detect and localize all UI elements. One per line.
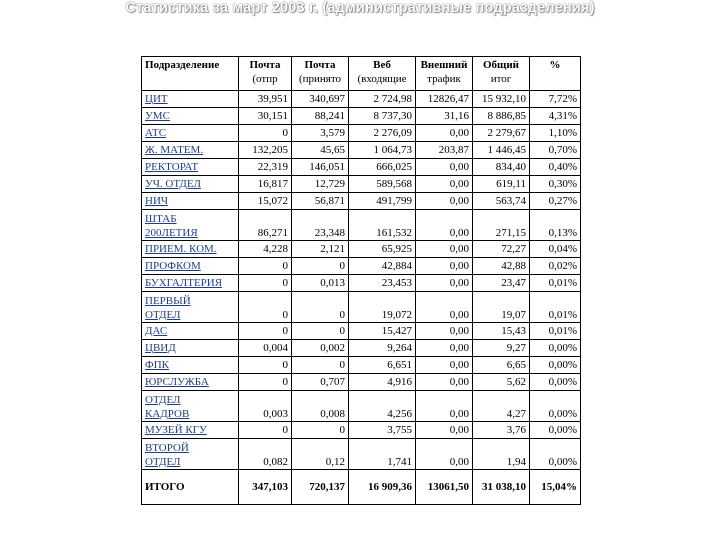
cell-external-traffic: 0,00 (416, 323, 473, 340)
department-name-link[interactable]: УЧ. ОТДЕЛ (142, 176, 239, 193)
cell-mail-received: 0 (292, 323, 349, 340)
cell-grand-total: 8 886,85 (473, 108, 530, 125)
cell-percent: 0,00% (530, 340, 581, 357)
table-row (142, 176, 581, 193)
department-name-link[interactable]: ЦВИД (142, 340, 239, 357)
department-name-link[interactable]: ПЕРВЫЙ ОТДЕЛ (142, 292, 239, 323)
cell-web-incoming: 161,532 (349, 210, 416, 241)
cell-grand-total: 72,27 (473, 241, 530, 258)
cell-web-incoming: 19,072 (349, 292, 416, 323)
table-row (142, 340, 581, 357)
cell-mail-sent: 0,082 (239, 439, 292, 470)
cell-web-incoming: 23,453 (349, 275, 416, 292)
cell-percent: 1,10% (530, 125, 581, 142)
cell-mail-received: 0,008 (292, 391, 349, 422)
table-row (142, 142, 581, 159)
cell-web-incoming: 9,264 (349, 340, 416, 357)
department-name-link[interactable]: ПРОФКОМ (142, 258, 239, 275)
cell-mail-received: 45,65 (292, 142, 349, 159)
cell-external-traffic: 0,00 (416, 357, 473, 374)
department-name-link[interactable]: ШТАБ 200ЛЕТИЯ (142, 210, 239, 241)
cell-mail-sent: 347,103 (239, 470, 292, 505)
table-row (142, 210, 581, 241)
cell-web-incoming: 6,651 (349, 357, 416, 374)
table-row (142, 275, 581, 292)
cell-external-traffic: 0,00 (416, 193, 473, 210)
cell-mail-sent: 0 (239, 374, 292, 391)
cell-percent: 0,13% (530, 210, 581, 241)
cell-mail-sent: 4,228 (239, 241, 292, 258)
table-row (142, 125, 581, 142)
cell-mail-received: 0,013 (292, 275, 349, 292)
cell-grand-total: 2 279,67 (473, 125, 530, 142)
cell-mail-sent: 0 (239, 125, 292, 142)
cell-grand-total: 6,65 (473, 357, 530, 374)
cell-web-incoming: 8 737,30 (349, 108, 416, 125)
cell-mail-sent: 86,271 (239, 210, 292, 241)
statistics-table-container (141, 56, 581, 505)
cell-web-incoming: 4,256 (349, 391, 416, 422)
cell-web-incoming: 589,568 (349, 176, 416, 193)
cell-mail-sent: 15,072 (239, 193, 292, 210)
cell-web-incoming: 2 276,09 (349, 125, 416, 142)
cell-percent: 0,02% (530, 258, 581, 275)
cell-percent: 0,01% (530, 323, 581, 340)
cell-web-incoming: 3,755 (349, 422, 416, 439)
department-name-link[interactable]: ВТОРОЙ ОТДЕЛ (142, 439, 239, 470)
cell-external-traffic: 0,00 (416, 275, 473, 292)
cell-grand-total: 271,15 (473, 210, 530, 241)
cell-mail-received: 0,002 (292, 340, 349, 357)
cell-mail-received: 2,121 (292, 241, 349, 258)
department-name-link[interactable]: ЮРСЛУЖБА (142, 374, 239, 391)
cell-web-incoming: 1,741 (349, 439, 416, 470)
table-row (142, 357, 581, 374)
cell-mail-sent: 132,205 (239, 142, 292, 159)
cell-web-incoming: 666,025 (349, 159, 416, 176)
cell-grand-total: 4,27 (473, 391, 530, 422)
cell-mail-received: 0,12 (292, 439, 349, 470)
cell-mail-received: 12,729 (292, 176, 349, 193)
cell-grand-total: 619,11 (473, 176, 530, 193)
cell-mail-received: 23,348 (292, 210, 349, 241)
header-web-incoming: Веб (входящие (349, 57, 416, 91)
table-row (142, 108, 581, 125)
table-row (142, 374, 581, 391)
cell-percent: 4,31% (530, 108, 581, 125)
header-external-traffic: Внешний трафик (416, 57, 473, 91)
header-grand-total: Общий итог (473, 57, 530, 91)
department-name-link[interactable]: ЦИТ (142, 91, 239, 108)
cell-percent: 0,04% (530, 241, 581, 258)
table-body (142, 91, 581, 505)
table-row (142, 241, 581, 258)
cell-grand-total: 834,40 (473, 159, 530, 176)
cell-web-incoming: 491,799 (349, 193, 416, 210)
cell-percent: 0,00% (530, 374, 581, 391)
cell-grand-total: 19,07 (473, 292, 530, 323)
cell-external-traffic: 31,16 (416, 108, 473, 125)
cell-external-traffic: 0,00 (416, 258, 473, 275)
cell-grand-total: 15 932,10 (473, 91, 530, 108)
table-row (142, 193, 581, 210)
department-name-link[interactable]: НИЧ (142, 193, 239, 210)
cell-external-traffic: 0,00 (416, 391, 473, 422)
cell-mail-sent: 22,319 (239, 159, 292, 176)
cell-web-incoming: 65,925 (349, 241, 416, 258)
cell-external-traffic: 13061,50 (416, 470, 473, 505)
cell-external-traffic: 0,00 (416, 340, 473, 357)
table-row (142, 439, 581, 470)
cell-mail-received: 340,697 (292, 91, 349, 108)
cell-web-incoming: 16 909,36 (349, 470, 416, 505)
total-label: ИТОГО (142, 470, 239, 505)
cell-external-traffic: 0,00 (416, 241, 473, 258)
cell-mail-sent: 30,151 (239, 108, 292, 125)
cell-percent: 0,00% (530, 391, 581, 422)
total-row (142, 470, 581, 505)
cell-mail-sent: 0 (239, 275, 292, 292)
cell-percent: 0,30% (530, 176, 581, 193)
cell-external-traffic: 0,00 (416, 176, 473, 193)
cell-external-traffic: 12826,47 (416, 91, 473, 108)
cell-external-traffic: 0,00 (416, 422, 473, 439)
cell-external-traffic: 0,00 (416, 210, 473, 241)
table-row (142, 292, 581, 323)
cell-mail-received: 0,707 (292, 374, 349, 391)
cell-percent: 0,70% (530, 142, 581, 159)
cell-grand-total: 563,74 (473, 193, 530, 210)
cell-mail-sent: 0 (239, 292, 292, 323)
cell-mail-received: 720,137 (292, 470, 349, 505)
header-row (142, 57, 581, 91)
department-name-link[interactable]: ОТДЕЛ КАДРОВ (142, 391, 239, 422)
cell-percent: 0,27% (530, 193, 581, 210)
department-name-link[interactable]: ФПК (142, 357, 239, 374)
cell-web-incoming: 15,427 (349, 323, 416, 340)
cell-web-incoming: 1 064,73 (349, 142, 416, 159)
statistics-table (141, 56, 581, 505)
table-row (142, 91, 581, 108)
department-name-link[interactable]: РЕКТОРАТ (142, 159, 239, 176)
header-mail-received: Почта (принято (292, 57, 349, 91)
cell-percent: 0,00% (530, 357, 581, 374)
table-row (142, 159, 581, 176)
cell-external-traffic: 0,00 (416, 159, 473, 176)
table-row (142, 258, 581, 275)
cell-mail-sent: 16,817 (239, 176, 292, 193)
header-percent: % (530, 57, 581, 91)
cell-grand-total: 3,76 (473, 422, 530, 439)
cell-web-incoming: 42,884 (349, 258, 416, 275)
department-name-link[interactable]: ДАС (142, 323, 239, 340)
cell-grand-total: 9,27 (473, 340, 530, 357)
cell-grand-total: 1 446,45 (473, 142, 530, 159)
cell-percent: 15,04% (530, 470, 581, 505)
cell-mail-sent: 0 (239, 357, 292, 374)
table-row (142, 422, 581, 439)
department-name-link[interactable]: БУХГАЛТЕРИЯ (142, 275, 239, 292)
header-department: Подразделение (142, 57, 239, 91)
cell-external-traffic: 0,00 (416, 439, 473, 470)
header-mail-sent: Почта (отпр (239, 57, 292, 91)
cell-percent: 0,01% (530, 292, 581, 323)
table-row (142, 391, 581, 422)
department-name-link[interactable]: Ж. МАТЕМ. (142, 142, 239, 159)
cell-grand-total: 23,47 (473, 275, 530, 292)
cell-mail-sent: 0 (239, 323, 292, 340)
cell-mail-sent: 0,003 (239, 391, 292, 422)
cell-mail-received: 0 (292, 357, 349, 374)
cell-mail-sent: 0,004 (239, 340, 292, 357)
cell-mail-sent: 39,951 (239, 91, 292, 108)
cell-mail-sent: 0 (239, 258, 292, 275)
cell-mail-sent: 0 (239, 422, 292, 439)
cell-mail-received: 0 (292, 422, 349, 439)
cell-web-incoming: 4,916 (349, 374, 416, 391)
department-name-link[interactable]: ПРИЕМ. КОМ. (142, 241, 239, 258)
cell-mail-received: 88,241 (292, 108, 349, 125)
table-row (142, 323, 581, 340)
department-name-link[interactable]: МУЗЕЙ КГУ (142, 422, 239, 439)
cell-external-traffic: 0,00 (416, 374, 473, 391)
department-name-link[interactable]: УМС (142, 108, 239, 125)
cell-mail-received: 0 (292, 258, 349, 275)
cell-external-traffic: 0,00 (416, 292, 473, 323)
cell-percent: 0,00% (530, 422, 581, 439)
cell-mail-received: 146,051 (292, 159, 349, 176)
cell-percent: 0,00% (530, 439, 581, 470)
cell-external-traffic: 0,00 (416, 125, 473, 142)
cell-grand-total: 42,88 (473, 258, 530, 275)
cell-percent: 0,40% (530, 159, 581, 176)
page-title: Статистика за март 2003 г. (административные подразделения) (125, 0, 595, 16)
cell-external-traffic: 203,87 (416, 142, 473, 159)
department-name-link[interactable]: АТС (142, 125, 239, 142)
cell-grand-total: 1,94 (473, 439, 530, 470)
cell-percent: 7,72% (530, 91, 581, 108)
cell-grand-total: 5,62 (473, 374, 530, 391)
cell-grand-total: 15,43 (473, 323, 530, 340)
cell-grand-total: 31 038,10 (473, 470, 530, 505)
cell-mail-received: 0 (292, 292, 349, 323)
cell-mail-received: 3,579 (292, 125, 349, 142)
cell-percent: 0,01% (530, 275, 581, 292)
cell-mail-received: 56,871 (292, 193, 349, 210)
cell-web-incoming: 2 724,98 (349, 91, 416, 108)
